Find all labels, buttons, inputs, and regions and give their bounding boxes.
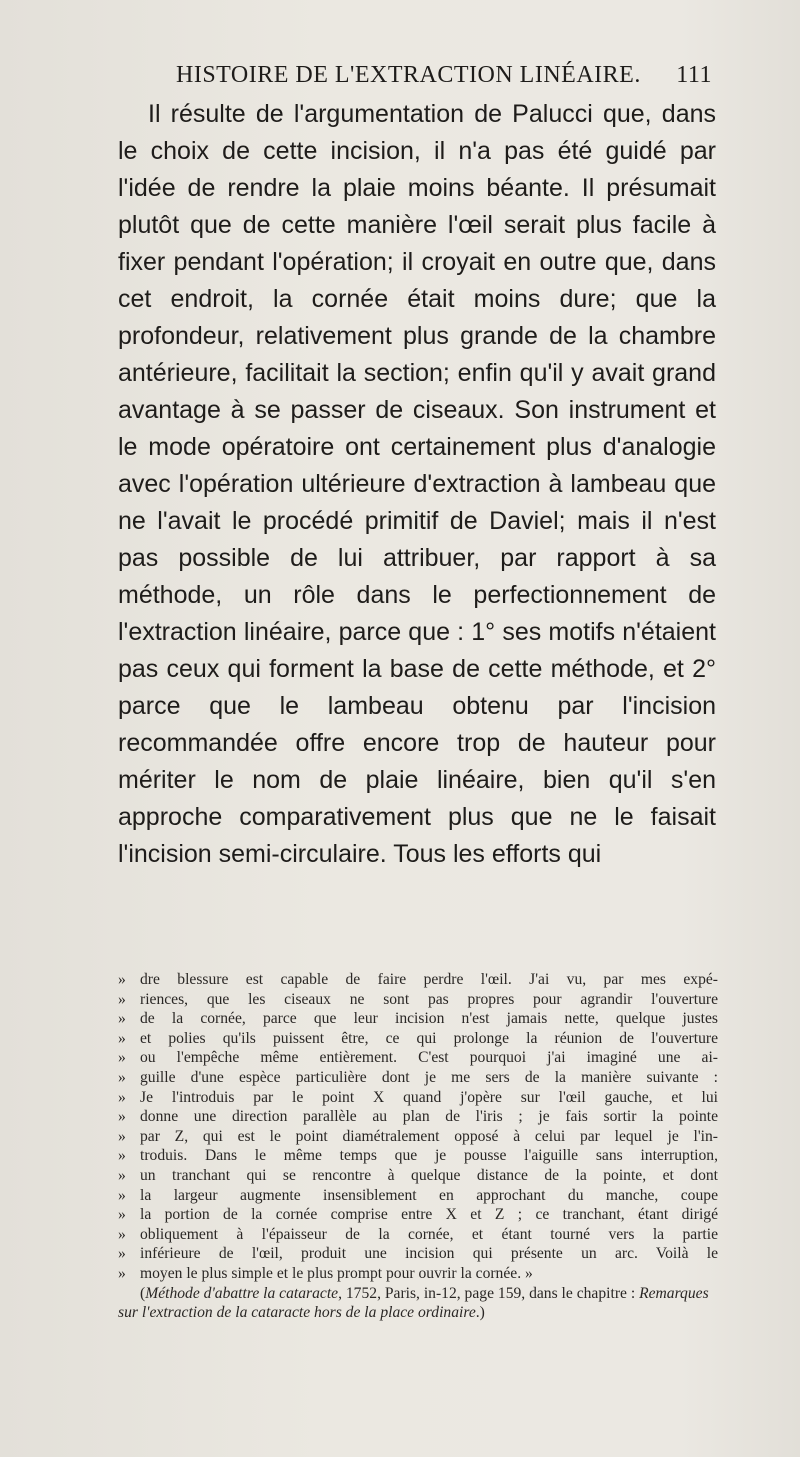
quote-mark: » [118, 1225, 126, 1243]
footnote-quote [118, 970, 718, 1323]
quote-line [118, 990, 718, 1010]
quote-line-text: riences, que les ciseaux ne sont pas propres pour agrandir l'ouverture [140, 990, 718, 1008]
quote-line [118, 1088, 718, 1108]
quote-mark: » [118, 1206, 126, 1224]
page-header [176, 62, 712, 92]
quote-line [118, 1166, 718, 1186]
quote-line-text: ou l'empêche même entièrement. C'est pourquoi j'ai imaginé une ai- [140, 1049, 718, 1067]
quote-line [118, 1068, 718, 1088]
quote-line-text: obliquement à l'épaisseur de la cornée, et étant tourné vers la partie [140, 1225, 718, 1243]
quote-line-text: par Z, qui est le point diamétralement opposé à celui par lequel je l'in- [140, 1127, 718, 1145]
quote-line-text: troduis. Dans le même temps que je pousse l'aiguille sans interruption, [140, 1147, 718, 1165]
quote-mark: » [118, 1010, 126, 1028]
citation-title: Méthode d'abattre la cataracte [145, 1284, 339, 1302]
citation-close: .) [475, 1304, 485, 1322]
quote-line-text: guille d'une espèce particulière dont je me sers de la manière suivante : [140, 1068, 718, 1086]
quote-mark: » [118, 1264, 126, 1282]
quote-line-text: un tranchant qui se rencontre à quelque distance de la pointe, et dont [140, 1166, 718, 1184]
quote-line-text: de la cornée, parce que leur incision n'est jamais nette, quelque justes [140, 1010, 718, 1028]
quote-mark: » [118, 1186, 126, 1204]
quote-mark: » [118, 1147, 126, 1165]
quote-mark: » [118, 1245, 126, 1263]
quote-line [118, 1107, 718, 1127]
quote-line [118, 1029, 718, 1049]
quote-line [118, 1205, 718, 1225]
quote-line-text: et polies qu'ils puissent être, ce qui prolonge la réunion de l'ouverture [140, 1029, 718, 1047]
quote-mark: » [118, 1049, 126, 1067]
quote-mark: » [118, 990, 126, 1008]
quote-line-text: donne une direction parallèle au plan de l'iris ; je fais sortir la pointe [140, 1108, 718, 1126]
running-title: HISTOIRE DE L'EXTRACTION LINÉAIRE. [176, 62, 641, 88]
quote-line [118, 1244, 718, 1264]
quote-mark: » [118, 1108, 126, 1126]
quote-line-text: dre blessure est capable de faire perdre l'œil. J'ai vu, par mes expé- [140, 971, 718, 988]
quote-line [118, 1048, 718, 1068]
quote-mark: » [118, 1068, 126, 1086]
quote-mark: » [118, 1029, 126, 1047]
quote-mark: » [118, 1127, 126, 1145]
quote-line-text: Je l'introduis par le point X quand j'opère sur l'œil gauche, et lui [140, 1088, 718, 1106]
body-paragraph: Il résulte de l'argumentation de Palucci que, dans le choix de cette incision, il n'a pas été guidé par l'idée de rendre la plaie moins béante. Il présumait plutôt que de cette manière l'œil serait plus facile à fixer pendant l'opération; il croyait en outre que, dans cet endroit, la cornée était moins dure; que la profondeur, relativement plus grande de la chambre antérieure, facilitait la section; enfin qu'il y avait grand avantage à se passer de ciseaux. Son instrument et le mode opératoire ont certainement plus d'analogie avec l'opération ultérieure d'extraction à lambeau que ne l'avait le procédé primitif de Daviel; mais il n'est pas possible de lui attribuer, par rapport à sa méthode, un rôle dans le perfectionnement de l'extraction linéaire, parce que : 1° ses motifs n'étaient pas ceux qui forment la base de cette méthode, et 2° parce que le lambeau obtenu par l'incision recommandée offre encore trop de hauteur pour mériter le nom de plaie linéaire, bien qu'il s'en approche comparativement plus que ne le faisait l'incision semi-circulaire. Tous les efforts qui [118, 100, 716, 868]
citation [118, 1284, 718, 1323]
quote-line [118, 1127, 718, 1147]
citation-open: ( [140, 1284, 146, 1302]
quote-mark: » [118, 1166, 126, 1184]
quote-line [118, 1186, 718, 1206]
citation-middle: , 1752, Paris, in-12, page 159, dans le chapitre : [338, 1284, 640, 1302]
quote-line-text: la largeur augmente insensiblement en approchant du manche, coupe [140, 1186, 718, 1204]
citation-chapter: Remarques sur l'extraction de la cataracte hors de la place ordinaire [118, 1284, 709, 1322]
quote-line [118, 1146, 718, 1166]
quote-line-text: inférieure de l'œil, produit une incision qui présente un arc. Voilà le [140, 1245, 718, 1263]
quote-line [118, 1225, 718, 1245]
quote-mark: » [118, 1088, 126, 1106]
quote-mark: » [118, 971, 126, 988]
quote-line [118, 970, 718, 990]
quote-line [118, 1009, 718, 1029]
quote-lines [118, 970, 718, 1284]
quote-line-text: la portion de la cornée comprise entre X et Z ; ce tranchant, étant dirigé [140, 1206, 718, 1224]
page-number: 111 [676, 62, 712, 88]
quote-line [118, 1264, 718, 1284]
quote-line-text: moyen le plus simple et le plus prompt pour ouvrir la cornée. » [140, 1264, 533, 1282]
